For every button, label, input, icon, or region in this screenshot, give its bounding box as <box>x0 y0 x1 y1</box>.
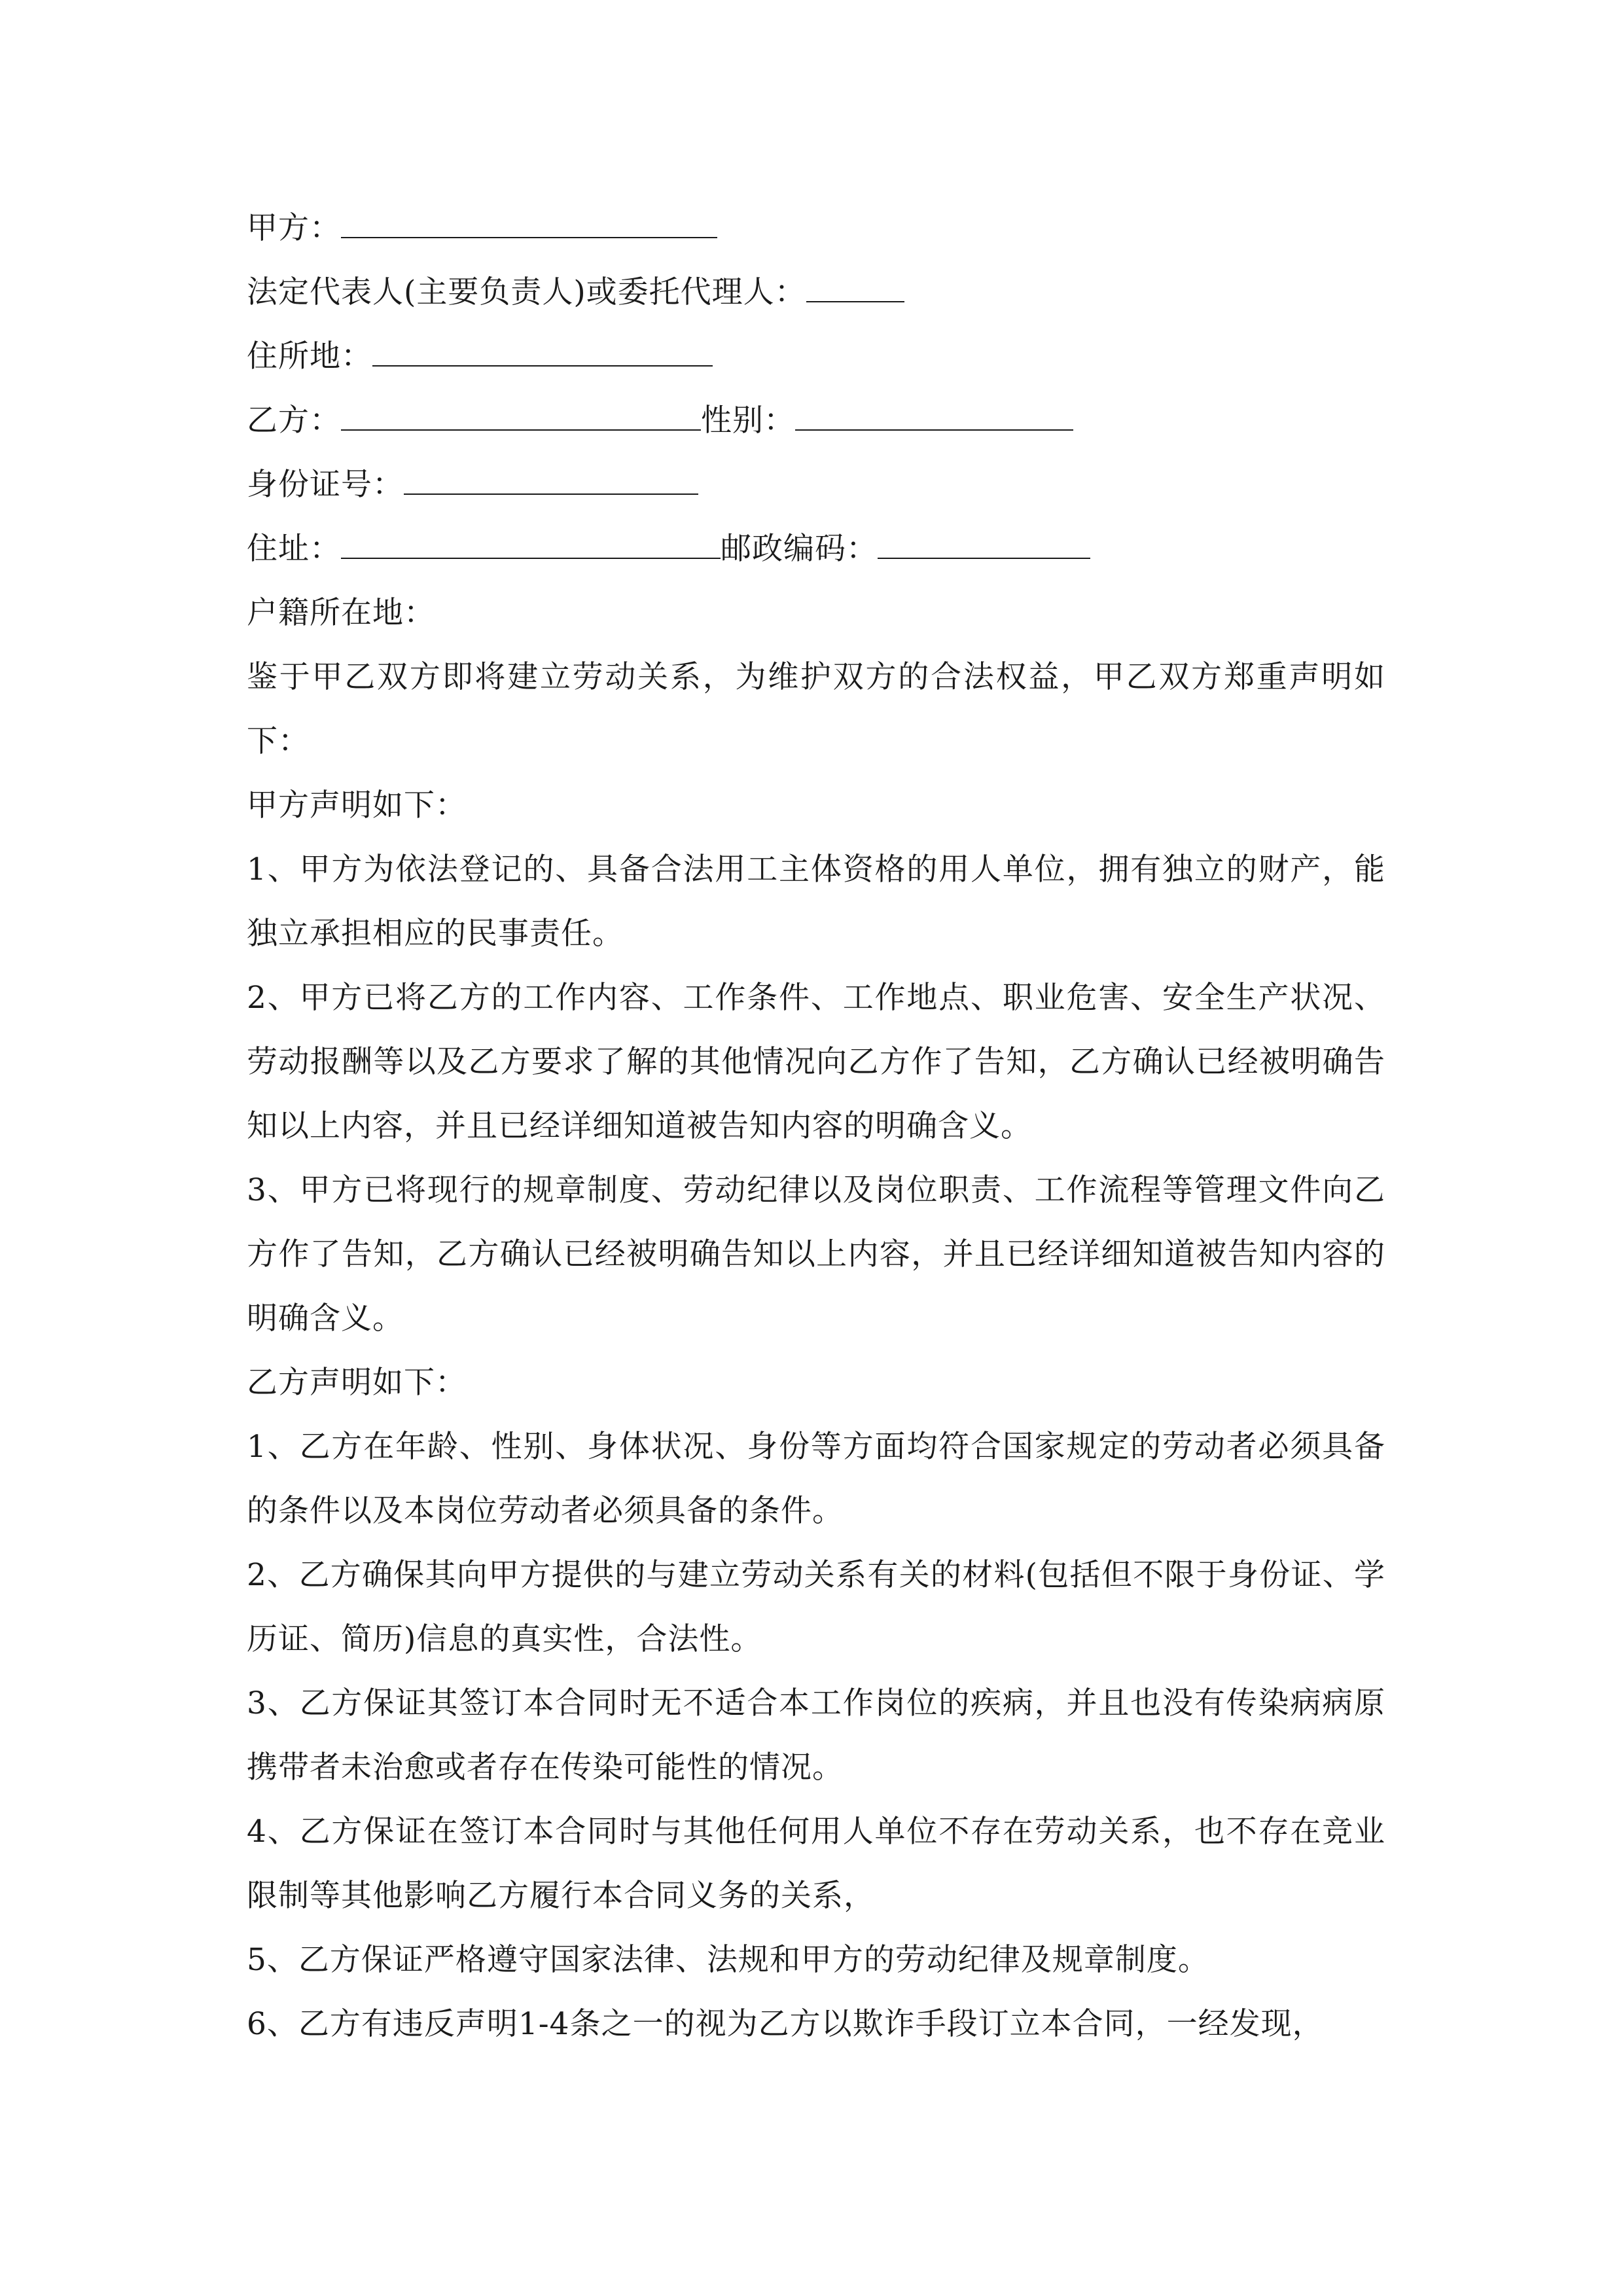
party-a-item-1: 1、甲方为依法登记的、具备合法用工主体资格的用人单位，拥有独立的财产，能独立承担相应的民事责任。 <box>247 852 1385 952</box>
party-a-section-title: 甲方声明如下： <box>247 787 467 823</box>
address-a-row <box>247 325 1385 389</box>
party-b-item-2: 2、乙方确保其向甲方提供的与建立劳动关系有关的材料(包括但不限于身份证、学历证、简历)信息的真实性，合法性。 <box>247 1557 1385 1657</box>
address-a-label: 住所地： <box>247 338 372 374</box>
gender-blank <box>795 399 1073 431</box>
party-a-item-2: 2、甲方已将乙方的工作内容、工作条件、工作地点、职业危害、安全生产状况、劳动报酬等以及乙方要求了解的其他情况向乙方作了告知，乙方确认已经被明确告知以上内容，并且已经详细知道被告知内容的明确含义。 <box>247 980 1385 1144</box>
party-b-item-6: 6、乙方有违反声明1-4条之一的视为乙方以欺诈手段订立本合同，一经发现， <box>247 2006 1324 2042</box>
party-b-label: 乙方： <box>247 403 341 439</box>
party-a-item-3: 3、甲方已将现行的规章制度、劳动纪律以及岗位职责、工作流程等管理文件向乙方作了告知，乙方确认已经被明确告知以上内容，并且已经详细知道被告知内容的明确含义。 <box>247 1172 1385 1336</box>
postcode-blank <box>878 528 1090 559</box>
address-b-label: 住址： <box>247 531 341 567</box>
address-b-row <box>247 517 1385 581</box>
address-a-blank <box>372 335 713 367</box>
id-blank <box>404 463 698 495</box>
legal-rep-row <box>247 260 1385 325</box>
preamble: 鉴于甲乙双方即将建立劳动关系，为维护双方的合法权益，甲乙双方郑重声明如下： <box>247 659 1385 759</box>
party-a-row <box>247 196 1385 260</box>
postcode-label: 邮政编码： <box>721 531 878 567</box>
party-b-row <box>247 389 1385 453</box>
address-b-blank <box>341 528 721 559</box>
gender-label: 性别： <box>701 403 795 439</box>
party-b-item-1: 1、乙方在年龄、性别、身体状况、身份等方面均符合国家规定的劳动者必须具备的条件以及本岗位劳动者必须具备的条件。 <box>247 1429 1385 1529</box>
legal-rep-label: 法定代表人(主要负责人)或委托代理人： <box>247 274 806 310</box>
party-b-section-title: 乙方声明如下： <box>247 1365 467 1401</box>
party-b-item-5: 5、乙方保证严格遵守国家法律、法规和甲方的劳动纪律及规章制度。 <box>247 1942 1209 1978</box>
contract-page <box>247 196 1385 2056</box>
household-label: 户籍所在地： <box>247 595 435 631</box>
household-row <box>247 581 1385 645</box>
id-label: 身份证号： <box>247 467 404 503</box>
party-a-label: 甲方： <box>247 210 341 246</box>
party-a-blank <box>341 207 717 238</box>
party-b-blank <box>341 399 701 431</box>
party-b-item-4: 4、乙方保证在签订本合同时与其他任何用人单位不存在劳动关系，也不存在竞业限制等其他影响乙方履行本合同义务的关系， <box>247 1814 1385 1914</box>
id-row <box>247 453 1385 517</box>
party-b-item-3: 3、乙方保证其签订本合同时无不适合本工作岗位的疾病，并且也没有传染病病原携带者未治愈或者存在传染可能性的情况。 <box>247 1685 1385 1785</box>
legal-rep-blank <box>806 271 904 302</box>
